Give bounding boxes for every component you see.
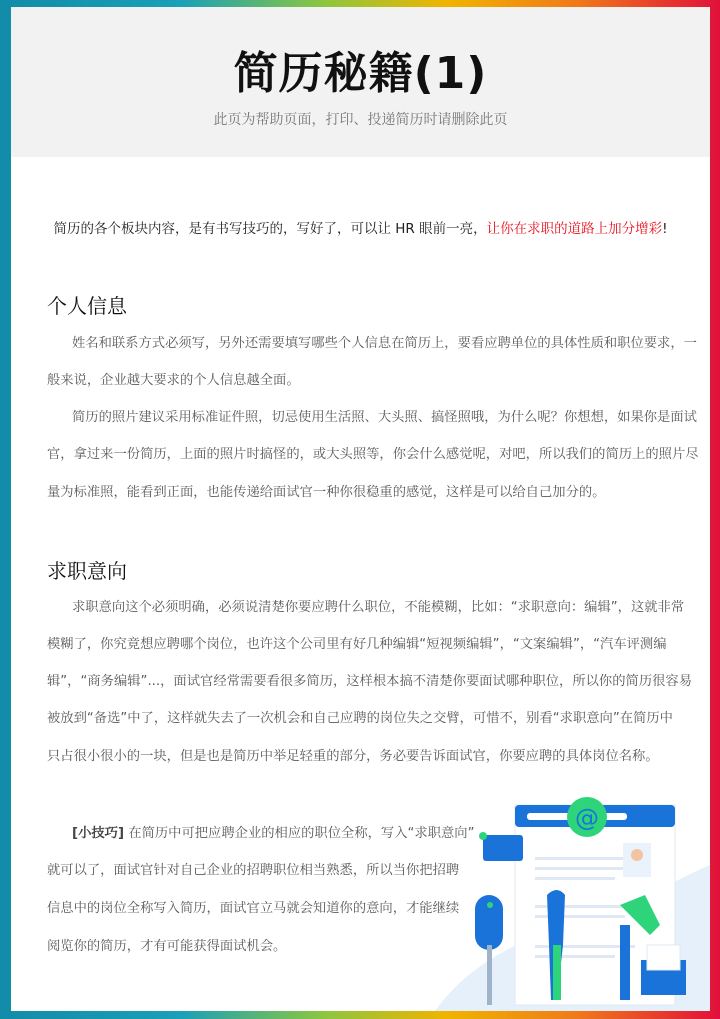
page-title: 简历秘籍(1) [233, 48, 488, 99]
paragraph-line: 般来说，企业越大要求的个人信息越全面。 [47, 373, 300, 388]
paragraph-line: 姓名和联系方式必须写，另外还需要填写哪些个人信息在简历上，要看应聘单位的具体性质和职位要求，一 [72, 336, 697, 351]
page-subtitle: 此页为帮助页面，打印、投递简历时请删除此页 [213, 112, 508, 128]
tip-line: 信息中的岗位全称写入简历，面试官立马就会知道你的意向，才能继续 [47, 901, 460, 916]
tip-label: [小技巧] [72, 826, 125, 841]
intro-end: ! [662, 221, 668, 237]
paragraph-line: 求职意向这个必须明确，必须说清楚你要应聘什么职位，不能模糊，比如：“求职意向：编辑”，这就非常 [72, 600, 685, 615]
email-illustration [415, 785, 710, 1011]
paragraph-line: 模糊了，你究竟想应聘哪个岗位，也许这个公司里有好几种编辑“短视频编辑”，“文案编辑”，“汽车评测编 [47, 637, 667, 652]
paragraph-line: 辑”，“商务编辑”...，面试官经常需要看很多简历，这样根本搞不清楚你要面试哪种职位，所以你的简历很容易 [47, 674, 693, 689]
section-heading: 求职意向 [47, 559, 127, 583]
tip-text: 在简历中可把应聘企业的相应的职位全称，写入“求职意向” [128, 826, 475, 841]
tip-line: 阅览你的简历，才有可能获得面试机会。 [47, 939, 287, 954]
paragraph-line: 官，拿过来一份简历，上面的照片时搞怪的，或大头照等，你会什么感觉呢，对吧，所以我们的简历上的照片尽 [47, 447, 699, 462]
intro-highlight: 让你在求职的道路上加分增彩 [486, 221, 663, 237]
section-heading: 个人信息 [47, 294, 127, 318]
paragraph-line: 只占很小很小的一块，但是也是简历中举足轻重的部分，务必要告诉面试官，你要应聘的具体岗位名称。 [47, 749, 659, 764]
intro-main: 简历的各个板块内容，是有书写技巧的，写好了，可以让 HR 眼前一亮， [53, 221, 487, 237]
page-header [11, 7, 710, 157]
intro-text [11, 217, 710, 237]
chat-bubble-icon [483, 835, 523, 861]
paragraph-line: 简历的照片建议采用标准证件照，切忌使用生活照、大头照、搞怪照哦，为什么呢？你想想，如果你是面试 [72, 410, 697, 425]
paragraph-line: 量为标准照，能看到正面，也能传递给面试官一种你很稳重的感觉，这样是可以给自己加分的。 [47, 485, 606, 500]
tip-line: 就可以了，面试官针对自己企业的招聘职位相当熟悉，所以当你把招聘 [47, 863, 460, 878]
paragraph-line: 被放到“备选”中了，这样就失去了一次机会和自己应聘的岗位失之交臂，可惜不，别看“求职意向”在简历中 [47, 711, 673, 726]
svg-text:@: @ [575, 804, 599, 832]
